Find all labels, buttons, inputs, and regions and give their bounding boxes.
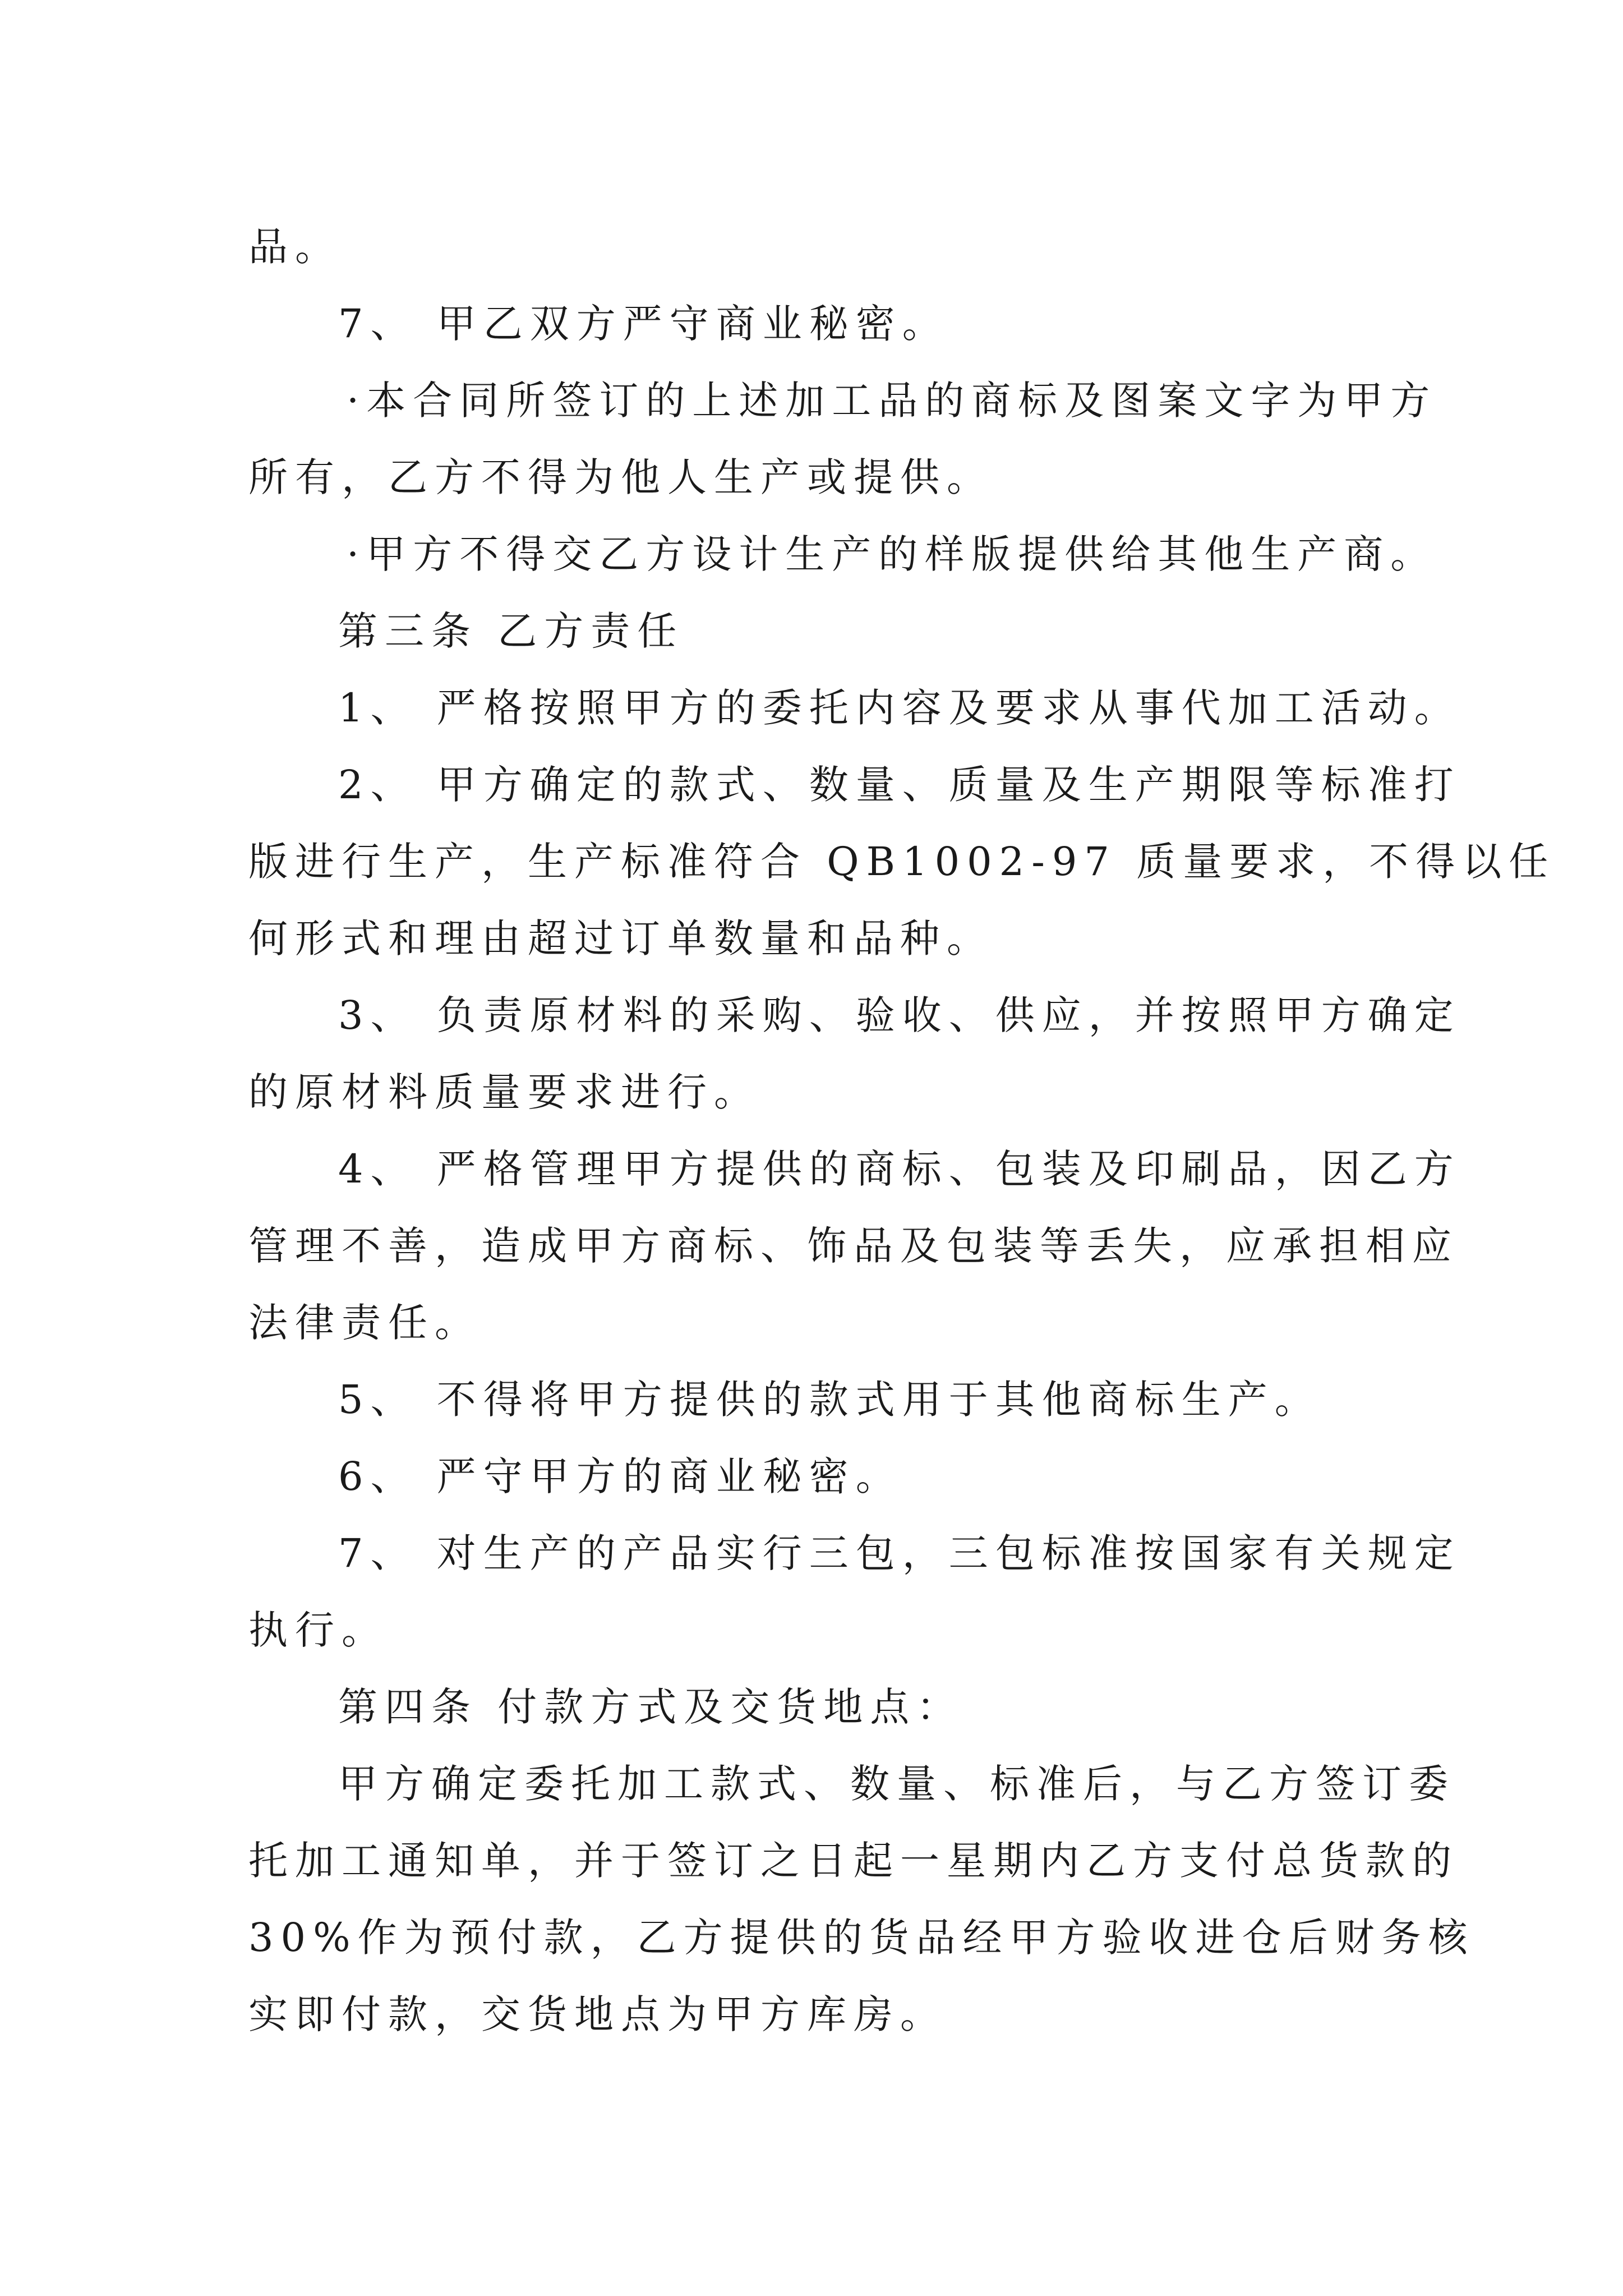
clause-item: 7、 甲乙双方严守商业秘密。: [338, 301, 949, 347]
text-line: 所有，乙方不得为他人生产或提供。: [248, 454, 993, 500]
text-line: 版进行生产，生产标准符合 QB1002-97 质量要求，不得以任: [248, 839, 1556, 885]
section-heading: 第三条 乙方责任: [338, 608, 684, 654]
contract-text-body: [248, 209, 1556, 2053]
text-line: 品。: [248, 224, 342, 270]
text-line: 实即付款，交货地点为甲方库房。: [248, 1991, 947, 2037]
clause-item: 3、 负责原材料的采购、验收、供应，并按照甲方确定: [338, 992, 1461, 1038]
text-line: 法律责任。: [248, 1300, 481, 1346]
text-line: 管理不善，造成甲方商标、饰品及包装等丢失，应承担相应: [248, 1223, 1459, 1269]
text-line: 何形式和理由超过订单数量和品种。: [248, 915, 993, 961]
clause-item: 6、 严守甲方的商业秘密。: [338, 1453, 902, 1499]
bullet-item: ·甲方不得交乙方设计生产的样版提供给其他生产商。: [347, 531, 1437, 577]
text-line: 执行。: [248, 1607, 388, 1653]
text-line: 的原材料质量要求进行。: [248, 1069, 760, 1115]
clause-item: 1、 严格按照甲方的委托内容及要求从事代加工活动。: [338, 685, 1461, 731]
bullet-item: ·本合同所签订的上述加工品的商标及图案文字为甲方: [347, 378, 1437, 424]
text-line: 30%作为预付款，乙方提供的货品经甲方验收进仓后财务核: [248, 1915, 1475, 1961]
text-line: 托加工通知单，并于签订之日起一星期内乙方支付总货款的: [248, 1838, 1459, 1884]
clause-item: 7、 对生产的产品实行三包，三包标准按国家有关规定: [338, 1530, 1461, 1576]
clause-item: 5、 不得将甲方提供的款式用于其他商标生产。: [338, 1377, 1321, 1423]
clause-item: 4、 严格管理甲方提供的商标、包装及印刷品，因乙方: [338, 1146, 1461, 1192]
clause-item: 2、 甲方确定的款式、数量、质量及生产期限等标准打: [338, 762, 1461, 808]
section-heading: 第四条 付款方式及交货地点：: [338, 1684, 963, 1730]
paragraph-start: 甲方确定委托加工款式、数量、标准后，与乙方签订委: [338, 1761, 1455, 1807]
